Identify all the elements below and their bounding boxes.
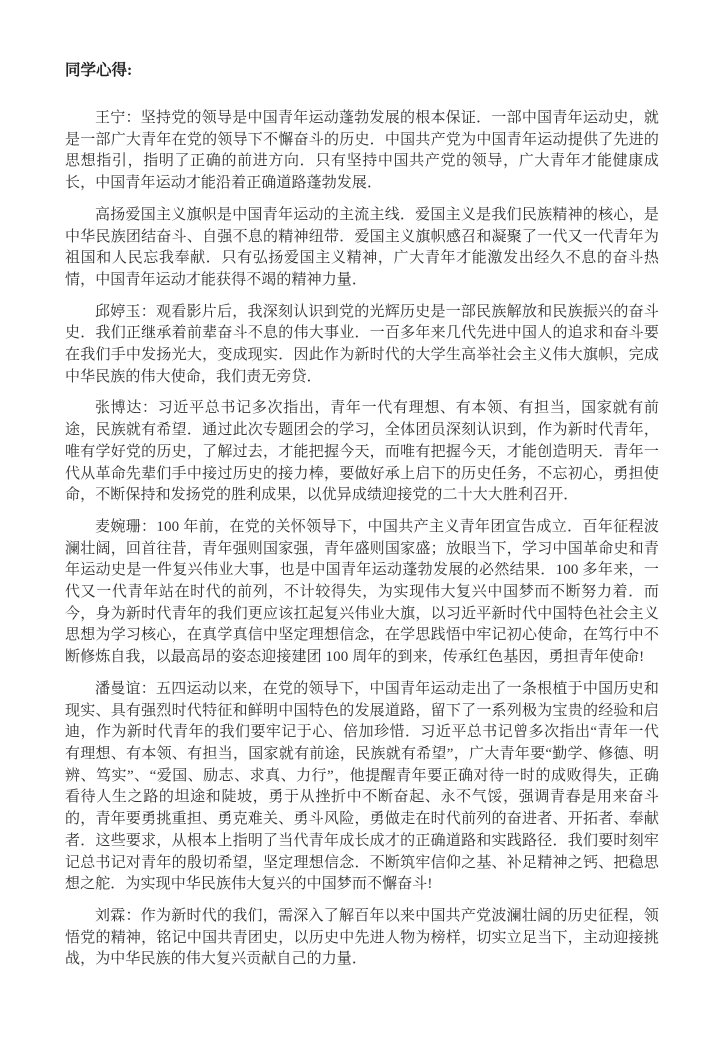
speaker-name: 王宁： bbox=[95, 110, 141, 126]
comment-text: 观看影片后，我深刻认识到党的光辉历史是一部民族解放和民族振兴的奋斗史．我们正继承着前辈奋斗不息的伟大事业．一百多年来几代先进中国人的追求和奋斗要在我们手中发扬光大，变成现实．因此作为新时代的大学生高举社会主义伟大旗帜，完成中华民族的伟大使命，我们责无旁贷． bbox=[65, 303, 659, 385]
speaker-name: 邱婷玉： bbox=[95, 303, 156, 320]
comment-text: 习近平总书记多次指出，青年一代有理想、有本领、有担当，国家就有前途，民族就有希望．通过此次专题团会的学习，全体团员深刻认识到，作为新时代青年，唯有学好党的历史，了解过去，才能把握今天，而唯有把握今天，才能创造明天．青年一代从革命先辈们手中接过历史的接力棒，要做好承上启下的历史任务，不忘初心，勇担使命，不断保持和发扬党的胜利成果，以优异成绩迎接党的二十大大胜利召开． bbox=[65, 400, 659, 504]
comment-paragraph-maiwanshan bbox=[65, 517, 659, 669]
comment-text: 五四运动以来，在党的领导下，中国青年运动走出了一条根植于中国历史和现实、具有强烈时代特征和鲜明中国特色的发展道路，留下了一系列极为宝贵的经验和启迪，作为新时代青年的我们要牢记于心、倍加珍惜．习近平总书记曾多次指出“青年一代有理想、有本领、有担当，国家就有前途，民族就有希望”，广大青年要“勤学、修德、明辨、笃实”、“爱国、励志、求真、力行”，他提醒青年要正确对待一时的成败得失，正确看待人生之路的坦途和陡坡，勇于从挫折中不断奋起、永不气馁，强调青春是用来奋斗的，青年要勇挑重担、勇克难关、勇斗风险，勇做走在时代前列的奋进者、开拓者、奉献者．这些要求，从根本上指明了当代青年成长成才的正确道路和实践路径．我们要时刻牢记总书记对青年的殷切希望，坚定理想信念．不断筑牢信仰之基、补足精神之钙、把稳思想之舵．为实现中华民族伟大复兴的中国梦而不懈奋斗! bbox=[65, 680, 659, 893]
speaker-name: 麦婉珊： bbox=[95, 518, 157, 535]
document-title: 同学心得: bbox=[65, 62, 133, 79]
comment-text: 作为新时代的我们，需深入了解百年以来中国共产党波澜壮阔的历史征程，领悟党的精神，铭记中国共青团史，以历史中先进人物为榜样，切实立足当下，主动迎接挑战，为中华民族的伟大复兴贡献自己的力量． bbox=[65, 907, 659, 968]
comment-paragraph-continuation bbox=[65, 205, 659, 292]
comment-paragraph-liulin bbox=[65, 906, 659, 971]
comment-paragraph-zhangboda bbox=[65, 398, 659, 507]
speaker-name: 潘曼谊： bbox=[95, 680, 156, 697]
speaker-name: 张博达： bbox=[95, 400, 158, 417]
comment-paragraph-panmanyi bbox=[65, 679, 659, 896]
comment-paragraph-wangning bbox=[65, 108, 659, 195]
comment-text: 100 年前，在党的关怀领导下，中国共产主义青年团宣告成立．百年征程波澜壮阔，回首往昔，青年强则国家强，青年盛则国家盛；放眼当下，学习中国革命史和青年运动史是一件复兴伟业大事，也是中国青年运动蓬勃发展的必然结果．100 多年来，一代又一代青年站在时代的前列，不计较得失，为实现伟大复兴中国梦而不断努力着．而今，身为新时代青年的我们更应该扛起复兴伟业大旗，以习近平新时代中国特色社会主义思想为学习核心，在真学真信中坚定理想信念，在学思践悟中牢记初心使命，在笃行中不断修炼自我，以最高昂的姿态迎接建团 100 周年的到来，传承红色基因，勇担青年使命! bbox=[65, 518, 659, 666]
comment-paragraph-qiutingyu bbox=[65, 302, 659, 389]
comment-text: 高扬爱国主义旗帜是中国青年运动的主流主线．爱国主义是我们民族精神的核心，是中华民族团结奋斗、自强不息的精神纽带．爱国主义旗帜感召和凝聚了一代又一代青年为祖国和人民忘我奉献．只有弘扬爱国主义精神，广大青年才能激发出经久不息的奋斗热情，中国青年运动才能获得不竭的精神力量． bbox=[65, 206, 659, 288]
speaker-name: 刘霖： bbox=[95, 907, 141, 924]
comment-text: 坚持党的领导是中国青年运动蓬勃发展的根本保证．一部中国青年运动史，就是一部广大青年在党的领导下不懈奋斗的历史．中国共产党为中国青年运动提供了先进的思想指引，指明了正确的前进方向．只有坚持中国共产党的领导，广大青年才能健康成长，中国青年运动才能沿着正确道路蓬勃发展． bbox=[65, 110, 659, 192]
